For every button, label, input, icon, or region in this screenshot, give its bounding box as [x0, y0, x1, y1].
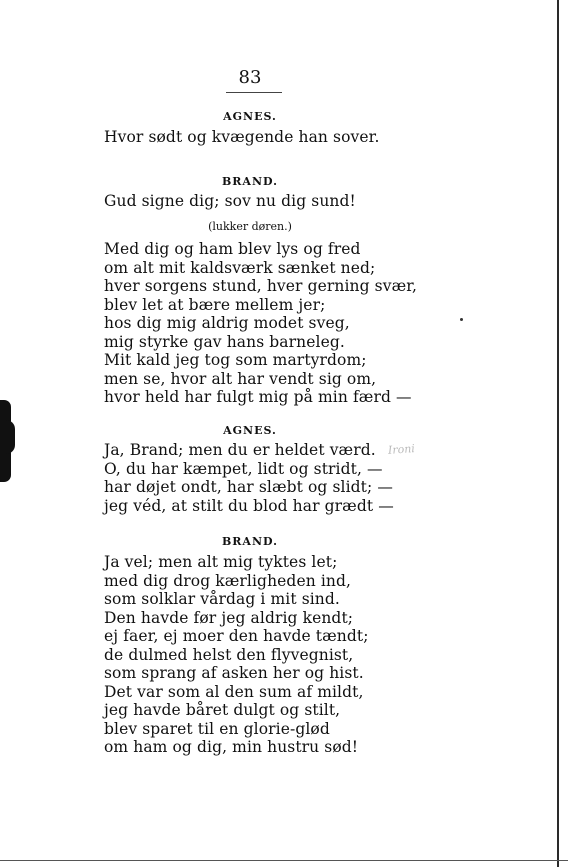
- verse-block: [104, 128, 380, 147]
- verse-line: hos dig mig aldrig modet sveg,: [104, 314, 350, 332]
- verse-line: blev sparet til en glorie-glød: [104, 719, 330, 738]
- verse-line: Ja, Brand; men du er heldet værd.: [104, 441, 376, 459]
- verse-line: blev let at bære mellem jer;: [104, 295, 326, 314]
- verse-line: O, du har kæmpet, lidt og stridt, —: [104, 459, 383, 478]
- verse-line: har døjet ondt, har slæbt og slidt; —: [104, 478, 393, 496]
- page-edge-rule: [557, 0, 559, 867]
- verse-line: Gud signe dig; sov nu dig sund!: [104, 192, 356, 210]
- verse-line: Hvor sødt og kvægende han sover.: [104, 128, 380, 146]
- verse-line: Med dig og ham blev lys og fred: [104, 240, 361, 258]
- speaker-name: AGNES.: [223, 110, 277, 123]
- verse-line: med dig drog kærligheden ind,: [104, 571, 352, 590]
- page-number-underline: [226, 92, 282, 93]
- verse-line: de dulmed helst den flyvegnist,: [104, 645, 354, 664]
- speaker-name: BRAND.: [221, 535, 278, 548]
- verse-block: [104, 192, 356, 211]
- verse-line: Det var som al den sum af mildt,: [104, 682, 364, 701]
- verse-line: om alt mit kaldsværk sænket ned;: [104, 258, 376, 277]
- scan-bottom-edge: [0, 860, 568, 861]
- verse-line: som solklar vårdag i mit sind.: [104, 590, 340, 608]
- verse-block: [104, 553, 369, 757]
- verse-line: Den havde før jeg aldrig kendt;: [104, 608, 354, 627]
- verse-line: ej faer, ej moer den havde tændt;: [104, 627, 369, 645]
- verse-line: Mit kald jeg tog som martyrdom;: [104, 351, 367, 369]
- verse-line: men se, hvor alt har vendt sig om,: [104, 369, 377, 388]
- verse-line: jeg véd, at stilt du blod har grædt —: [104, 496, 394, 515]
- verse-line: hver sorgens stund, hver gerning svær,: [104, 277, 418, 295]
- verse-line: Ja vel; men alt mig tyktes let;: [104, 553, 338, 571]
- verse-block: [104, 441, 394, 515]
- verse-line: jeg havde båret dulgt og stilt,: [104, 701, 341, 719]
- ink-speck: [460, 318, 463, 321]
- speaker-name: BRAND.: [221, 175, 278, 188]
- stage-direction: (lukker døren.): [208, 220, 292, 233]
- page-number: 83: [238, 67, 262, 88]
- verse-line: hvor held har fulgt mig på min færd —: [104, 388, 412, 406]
- verse-line: om ham og dig, min hustru sød!: [104, 738, 359, 756]
- verse-line: mig styrke gav hans barneleg.: [104, 332, 345, 351]
- pencil-annotation: Ironi: [387, 442, 416, 457]
- verse-block: [104, 240, 417, 407]
- speaker-name: AGNES.: [223, 424, 277, 437]
- verse-line: som sprang af asken her og hist.: [104, 664, 364, 682]
